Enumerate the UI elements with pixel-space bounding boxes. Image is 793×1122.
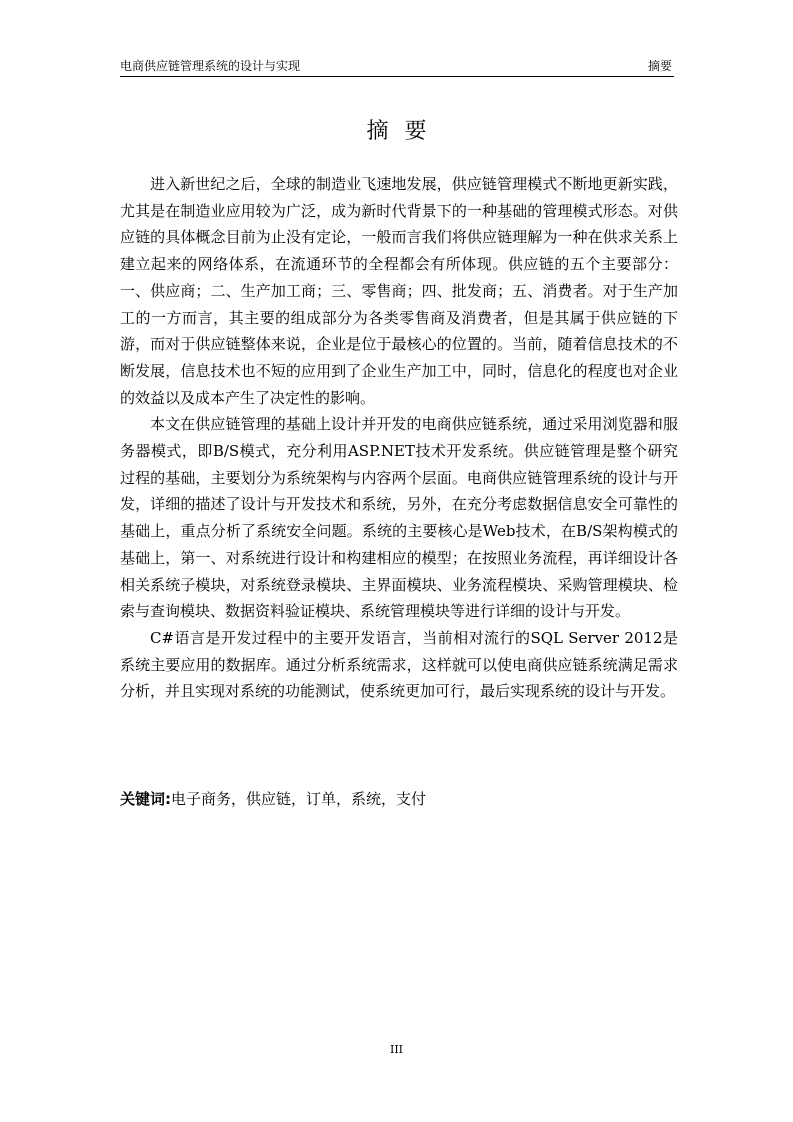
page-number: III	[389, 1043, 404, 1056]
page-title: 摘要	[366, 119, 443, 144]
abstract-body	[120, 171, 678, 705]
running-header	[120, 56, 674, 77]
abstract-paragraph-2: 本文在供应链管理的基础上设计并开发的电商供应链系统，通过采用浏览器和服务器模式，即B/S模式，充分利用ASP.NET技术开发系统。供应链管理是整个研究过程的基础，主要划分为系统架构与内容两个层面。电商供应链管理系统的设计与开发，详细的描述了设计与开发技术和系统，另外，在充分考虑数据信息安全可靠性的基础上，重点分析了系统安全问题。系统的主要核心是Web技术，在B/S架构模式的基础上，第一、对系统进行设计和构建相应的模型；在按照业务流程，再详细设计各相关系统子模块，对系统登录模块、主界面模块、业务流程模块、采购管理模块、检索与查询模块、数据资料验证模块、系统管理模块等进行详细的设计与开发。	[120, 415, 678, 621]
header-document-title: 电商供应链管理系统的设计与实现	[120, 59, 301, 73]
header-section-name: 摘要	[647, 59, 672, 73]
abstract-paragraph-3: C#语言是开发过程中的主要开发语言，当前相对流行的SQL Server 2012是系统主要应用的数据库。通过分析系统需求，这样就可以使电商供应链系统满足需求分析，并且实现对系统的功能测试，使系统更加可行，最后实现系统的设计与开发。	[120, 628, 678, 701]
keywords-value: 电子商务，供应链，订单，系统，支付	[171, 790, 427, 808]
abstract-paragraph-1: 进入新世纪之后，全球的制造业飞速地发展，供应链管理模式不断地更新实践，尤其是在制造业应用较为广泛，成为新时代背景下的一种基础的管理模式形态。对供应链的具体概念目前为止没有定论，一般而言我们将供应链理解为一种在供求关系上建立起来的网络体系，在流通环节的全程都会有所体现。供应链的五个主要部分：一、供应商；二、生产加工商；三、零售商；四、批发商；五、消费者。对于生产加工的一方而言，其主要的组成部分为各类零售商及消费者，但是其属于供应链的下游，而对于供应链整体来说，企业是位于最核心的位置的。当前，随着信息技术的不断发展，信息技术也不短的应用到了企业生产加工中，同时，信息化的程度也对企业的效益以及成本产生了决定性的影响。	[120, 175, 678, 407]
keywords-label: 关键词:	[120, 790, 171, 808]
keywords-line	[120, 786, 678, 812]
